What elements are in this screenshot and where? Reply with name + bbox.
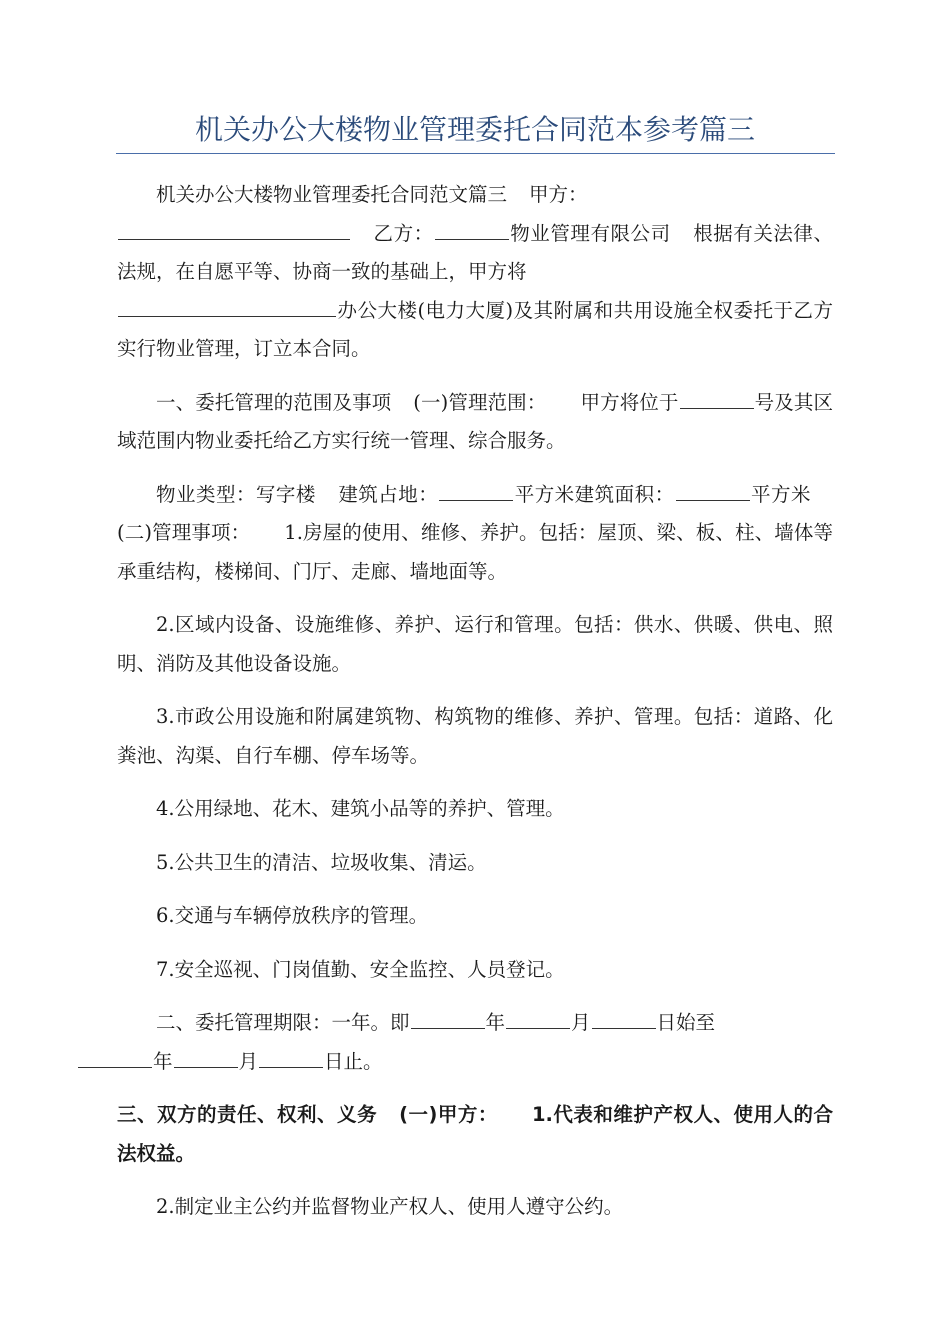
- text-segment: 物业类型：写字楼: [156, 482, 316, 506]
- page-title: 机关办公大楼物业管理委托合同范本参考篇三: [194, 113, 755, 146]
- text-segment: 物业管理有限公司: [509, 221, 671, 245]
- text-segment: 号及其区域范围内物业委托给乙方实行统一管理、综合服务。: [117, 390, 833, 452]
- blank-line: [118, 315, 336, 317]
- blank-line: [506, 1027, 570, 1029]
- text-segment: 月: [238, 1049, 259, 1073]
- section-heading-responsibilities: [117, 1096, 833, 1173]
- text-segment: 月: [571, 1011, 591, 1034]
- paragraph-property-type: [117, 476, 833, 592]
- text-segment: (一)甲方：: [399, 1103, 498, 1126]
- text-segment: 甲方：: [529, 183, 588, 206]
- paragraph-term: [117, 1004, 833, 1081]
- blank-line: [411, 1027, 485, 1029]
- paragraph-item-3: 3.市政公用设施和附属建筑物、构筑物的维修、养护、管理。包括：道路、化粪池、沟渠、自行车棚、停车场等。: [117, 705, 833, 767]
- text-segment: (一)管理范围：: [413, 390, 547, 414]
- text-segment: 年: [153, 1049, 173, 1073]
- text-segment: 平方米建筑面积：: [514, 482, 675, 506]
- blank-line: [680, 407, 754, 409]
- paragraph-item-5: 5.公共卫生的清洁、垃圾收集、清运。: [156, 850, 487, 874]
- text-segment: 日始至: [656, 1011, 716, 1034]
- blank-line: [118, 238, 350, 240]
- blank-line: [174, 1066, 238, 1068]
- paragraph-item-2: 2.区域内设备、设施维修、养护、运行和管理。包括：供水、供暖、供电、照明、消防及其他设备设施。: [117, 613, 833, 675]
- blank-line: [78, 1066, 152, 1068]
- text-segment: (二)管理事项：: [117, 521, 251, 544]
- blank-line: [435, 238, 509, 240]
- blank-line: [259, 1066, 323, 1068]
- paragraph-scope: [117, 384, 833, 461]
- text-segment: 建筑占地：: [337, 482, 439, 506]
- paragraph-owner-duty-2: 2.制定业主公约并监督物业产权人、使用人遵守公约。: [156, 1195, 624, 1218]
- text-segment: 办公大楼(电力大厦)及其附属和共用设施全权委托于乙方实行物业管理，订立本合同。: [117, 298, 833, 360]
- text-segment: 平方米: [750, 482, 811, 506]
- blank-line: [676, 499, 750, 501]
- text-segment: 年: [485, 1011, 506, 1034]
- text-segment: 1.代表和维护产权人、使用人的合法权益。: [117, 1103, 833, 1165]
- text-segment: 一、委托管理的范围及事项: [156, 390, 392, 414]
- text-segment: 乙方：: [373, 221, 434, 245]
- text-segment: 甲方将位于: [580, 390, 679, 414]
- document-body: [117, 176, 833, 1242]
- blank-line: [439, 499, 513, 501]
- paragraph-item-4: 4.公用绿地、花木、建筑小品等的养护、管理。: [156, 797, 565, 820]
- text-segment: 三、双方的责任、权利、义务: [117, 1103, 378, 1126]
- text-segment: 二、委托管理期限：一年。即: [156, 1011, 410, 1034]
- blank-line: [592, 1027, 656, 1029]
- paragraph-preamble: [117, 176, 833, 369]
- text-segment: 1.房屋的使用、维修、养护。包括：屋顶、梁、板、柱、墙体等承重结构，楼梯间、门厅、走廊、墙地面等。: [117, 521, 834, 583]
- paragraph-item-6: 6.交通与车辆停放秩序的管理。: [156, 904, 429, 927]
- text-segment: 日止。: [324, 1049, 383, 1073]
- title-underline: [116, 153, 835, 154]
- text-segment: 机关办公大楼物业管理委托合同范文篇三: [156, 183, 508, 206]
- text-segment: 根据有关法律、法规，在自愿平等、协商一致的基础上，甲方将: [117, 221, 833, 283]
- paragraph-item-7: 7.安全巡视、门岗值勤、安全监控、人员登记。: [156, 957, 565, 981]
